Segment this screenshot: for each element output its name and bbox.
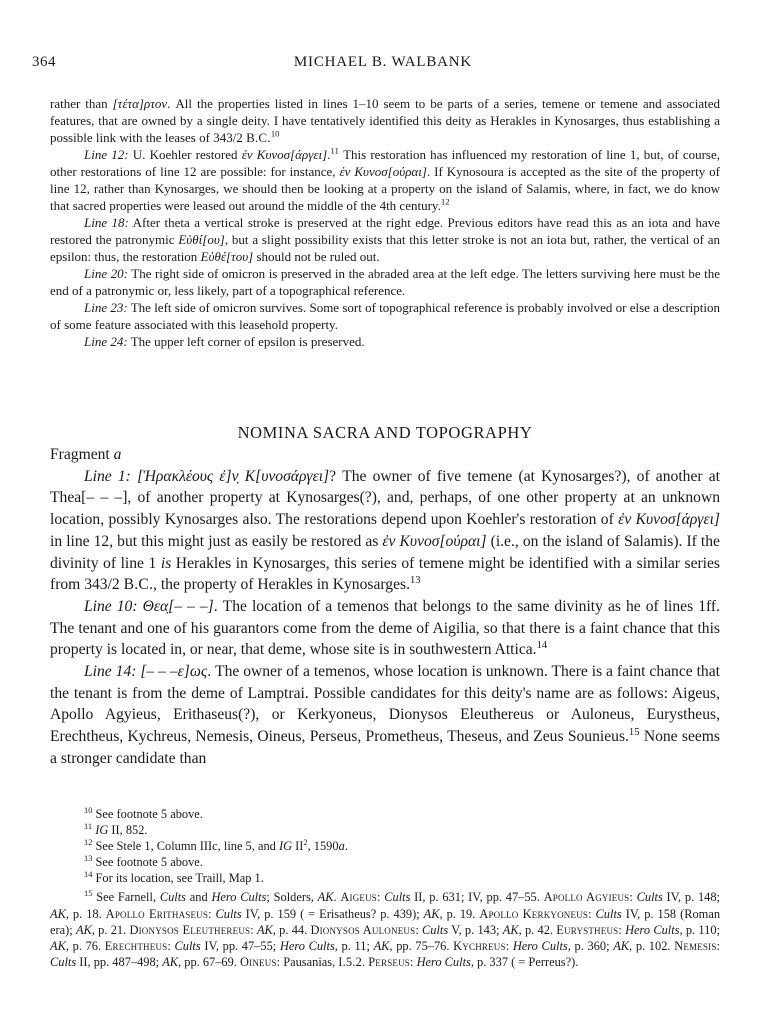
footnote-13: $^{13}$ See footnote 5 above. (84, 853, 203, 870)
line-label: Line 12: (84, 147, 129, 162)
footnote-ref: 14 (536, 640, 548, 652)
note-line-18: Line 18: After theta a vertical stroke is preserved at the right edge. Previous editors have read this as an iota and have restored the patronymic Εὐθί[ου], but a slight possibility exists that this letter stroke is not an iota but, rather, the vertical of an epsilon: thus, the restoration Εὐθέ[του] should not be ruled out. (50, 215, 720, 264)
running-head-author: MICHAEL B. WALBANK (293, 54, 473, 70)
footnote-ref: 10 (270, 128, 280, 139)
greek-text: Θεα̣[– – –] (142, 597, 214, 615)
greek-text: [τέτα]ρτον (112, 96, 168, 111)
greek-text: Εὐθέ[του] (200, 249, 254, 264)
line-label: Line 1: (84, 467, 131, 485)
footnote-11: $^{11}$ IG II, 852. (84, 820, 148, 838)
footnotes (50, 806, 720, 970)
greek-text: ἐν Κυνοσ[άργει] (241, 147, 328, 162)
body-line-1: Line 1: [Ἡρακλέους ἐ]ν̣ Κ[υνοσάργει]? The owner of five temene (at Kynosarges?), of another at Thea[– – –], of another property at Kynosarges(?), and, perhaps, of one other property at an unknown location, possibly Kynosarges also. The restorations depend upon Koehler's restoration of ἐν Κυνοσ[άργει] in line 12, but this might just as easily be restored as ἐν Κυνοσ[ούραι] (i.e., on the island of Salamis). If the divinity of line 1 is Herakles in Kynosarges, this series of temene might be identified with a similar series from 343/2 B.C., the property of Herakles in Kynosarges.$^{13}$ (50, 467, 720, 594)
line-label: Line 20: (84, 266, 128, 281)
line-label: Line 24: (84, 334, 128, 349)
footnote-ref: 11 (330, 145, 339, 156)
note-line-24: Line 24: The upper left corner of epsilon is preserved. (84, 334, 365, 349)
greek-text: ἐν Κυνοσ[άργει] (618, 511, 720, 529)
body-line-10: Line 10: Θεα̣[– – –]. The location of a temenos that belongs to the same divinity as he of lines 1ff. The tenant and one of his guarantors come from the deme of Aigilia, so that there is a faint chance that this property is located in, or near, that deme, whose site is in southwestern Attica.$^{14}$ (50, 597, 720, 659)
note-line-12: Line 12: U. Koehler restored ἐν Κυνοσ[άργει].$^{11}$ This restoration has influenced my restoration of line 1, but, of course, other restorations of line 12 are possible: for instance, ἐν Κυνοσ[ούραι]. If Kynosoura is accepted as the site of the property of line 12, rather than Kynosarges, we should then be looking at a property on the island of Salamis, where, in fact, we do know that sacred properties were leased out around the middle of the 4th century.$^{12}$ (50, 145, 721, 213)
line-label: Line 18: (84, 215, 129, 230)
fragment-label: Fragment a (50, 446, 122, 463)
epigraphical-notes (50, 95, 720, 350)
section-heading: NOMINA SACRA AND TOPOGRAPHY (237, 423, 533, 442)
body-line-14: Line 14: [– – –ε]ως. The owner of a temenos, whose location is unknown. There is a faint chance that the tenant is from the deme of Lamptrai. Possible candidates for this deity's name are as follows: Aigeus, Apollo Agyieus, Erithaseus(?), or Kerkyoneus, Dionysos Eleuthereus or Auloneus, Eurystheus, Erechtheus, Kychreus, Nemesis, Oineus, Perseus, Prometheus, Theseus, and Zeus Sounieus.$^{15}$ None seems a stronger candidate than (50, 663, 721, 767)
line-label: Line 14: (84, 663, 137, 681)
footnote-ref: 15 (628, 726, 640, 738)
note-line-23: Line 23: The left side of omicron survives. Some sort of topographical reference is probably involved or else a description of some feature associated with this leasehold property. (50, 300, 720, 332)
footnote-10: $^{10}$ See footnote 5 above. (84, 804, 203, 821)
greek-text: Εὐθί[ου] (178, 232, 225, 247)
footnote-12: $^{12}$ See Stele 1, Column IIIc, line 5, and IG $II^2$, 1590a. (84, 837, 348, 854)
greek-text: ἐν Κυνοσ[ούραι] (339, 164, 427, 179)
running-header (32, 54, 734, 74)
note-paragraph: rather than [τέτα]ρτον. All the properties listed in lines 1–10 seem to be parts of a series, temene or temene and associated features, that are owned by a single deity. I have tentatively identified this deity as Herakles in Kynosarges, thus establishing a possible link with the leases of 343/2 B.C.$^{10}$ (50, 96, 720, 145)
line-label: Line 23: (84, 300, 128, 315)
line-label: Line 10: (84, 597, 138, 615)
greek-text: [Ἡρακλέους ἐ]ν̣ Κ[υνοσάργει] (137, 467, 330, 485)
footnote-15: $^{15}$ See Farnell, Cults and Hero Cults; Solders, AK. Aigeus: Cults II, p. 631; IV, pp. 47–55. Apollo Agyieus: Cults IV, p. 148; AK, p. 18. Apollo Erithaseus: Cults IV, p. 159 ( = Erisatheus? p. 439); AK, p. 19. Apollo Kerkyoneus: Cults IV, p. 158 (Roman era); AK, p. 21. Dionysos Eleuthereus: AK, p. 44. Dionysos Auloneus: Cults V, p. 143; AK, p. 42. Eurystheus: Hero Cults, p. 110; AK, p. 76. Erechtheus: Cults IV, pp. 47–55; Hero Cults, p. 11; AK, pp. 75–76. Kychreus: Hero Cults, p. 360; AK, p. 102. Nemesis: Cults II, pp. 487–498; AK, pp. 67–69. Oineus: Pausanias, I.5.2. Perseus: Hero Cults, p. 337 ( = Perreus?). (50, 888, 721, 969)
section-body (50, 444, 720, 770)
page-number: 364 (32, 54, 56, 70)
footnote-ref: 12 (440, 196, 450, 207)
note-line-20: Line 20: The right side of omicron is preserved in the abraded area at the left edge. The letters surviving here must be the end of a patronymic or, less likely, part of a topographical reference. (50, 266, 720, 298)
greek-text: [– – –ε]ως (140, 663, 208, 681)
footnote-ref: 13 (410, 575, 421, 587)
footnote-14: $^{14}$ For its location, see Traill, Map 1. (84, 869, 264, 886)
greek-text: ἐν Κυνοσ[ούραι] (382, 532, 487, 550)
